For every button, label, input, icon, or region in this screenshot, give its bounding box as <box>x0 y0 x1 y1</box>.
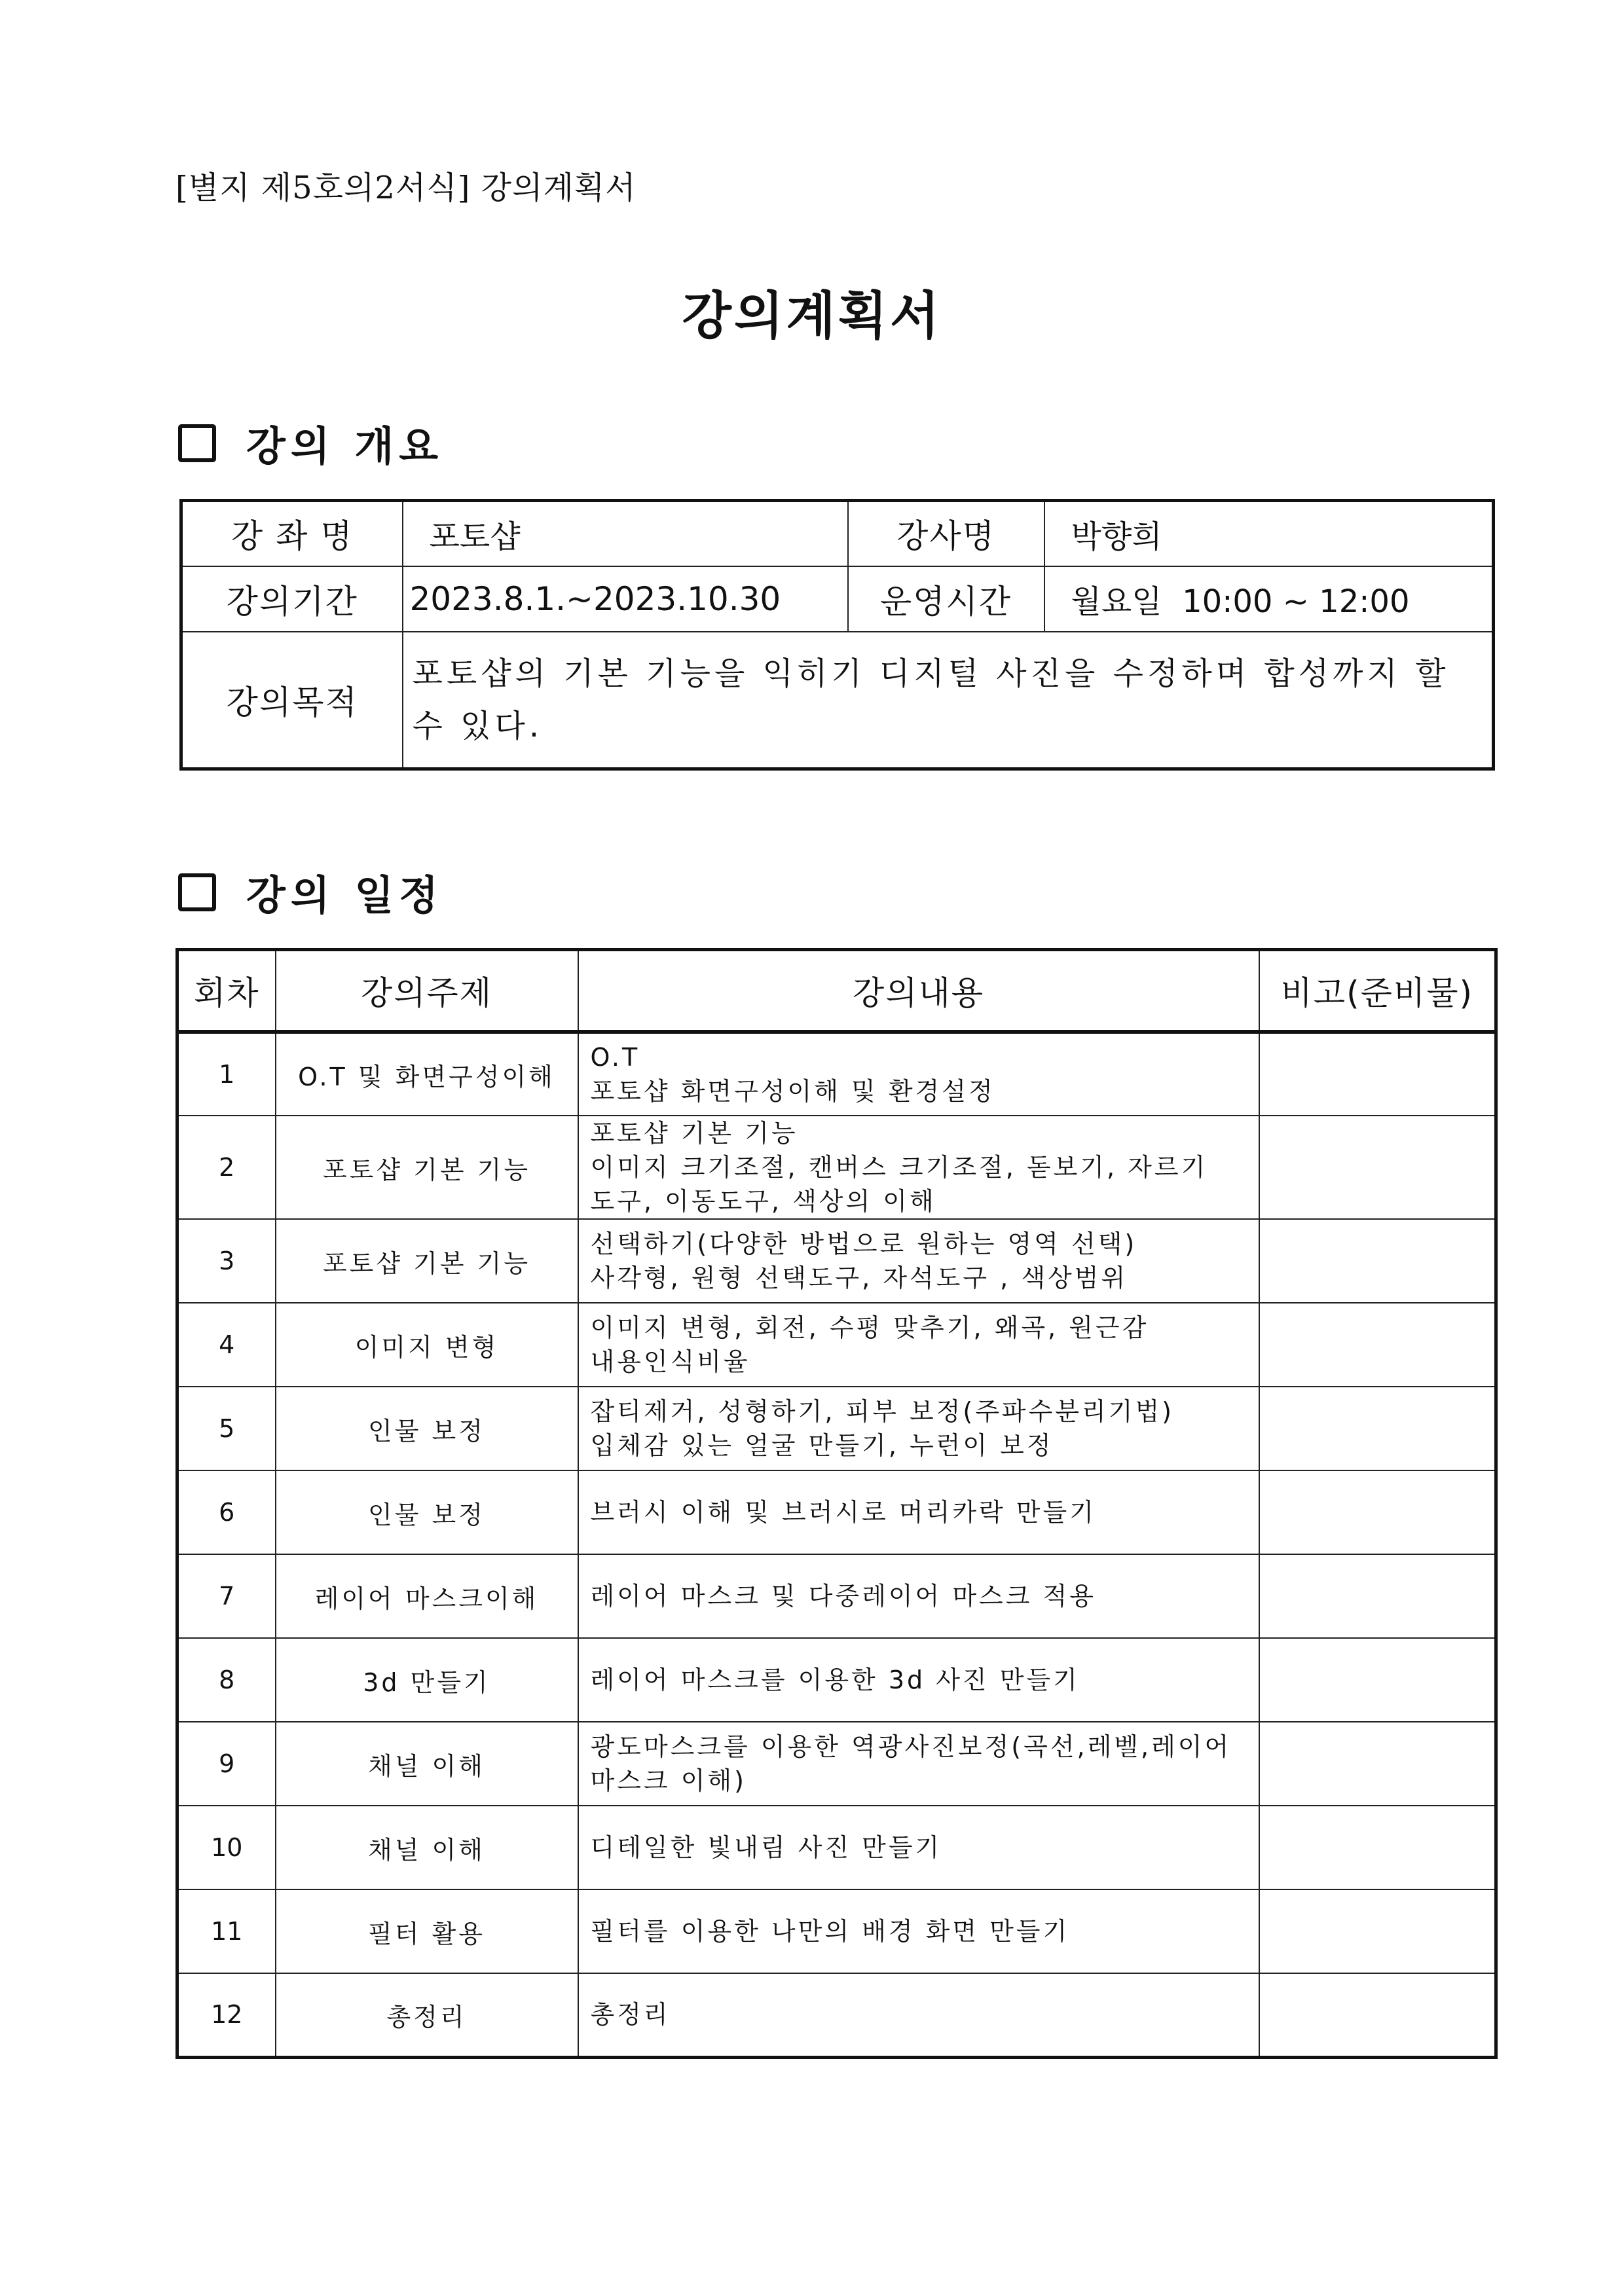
section-overview-heading <box>178 414 443 472</box>
content-line: 도구, 이동도구, 색상의 이해 <box>590 1187 936 1216</box>
content-line: 선택하기(다양한 방법으로 원하는 영역 선택) <box>590 1230 1137 1258</box>
session-note <box>1259 1806 1496 1889</box>
session-note <box>1259 1722 1496 1806</box>
session-topic: 채널 이해 <box>276 1722 578 1806</box>
content-line: 브러시 이해 및 브러시로 머리카락 만들기 <box>590 1498 1096 1527</box>
instructor-label: 강사명 <box>848 501 1044 566</box>
checkbox-square-icon <box>178 873 216 911</box>
session-content <box>578 1806 1259 1889</box>
session-number: 10 <box>177 1806 276 1889</box>
period-value: 2023.8.1.~2023.10.30 <box>403 566 848 632</box>
overview-table <box>179 499 1495 771</box>
table-row <box>177 1219 1496 1303</box>
header-topic: 강의주제 <box>276 950 578 1032</box>
session-content <box>578 1116 1259 1219</box>
session-number: 5 <box>177 1387 276 1470</box>
form-label: [별지 제5호의2서식] 강의계획서 <box>175 170 637 206</box>
session-topic: 인물 보정 <box>276 1387 578 1470</box>
document-title: 강의계획서 <box>682 286 942 346</box>
table-row <box>177 1806 1496 1889</box>
session-note <box>1259 1387 1496 1470</box>
purpose-value: 포토샵의 기본 기능을 익히기 디지털 사진을 수정하며 합성까지 할 수 있다. <box>403 632 1494 769</box>
session-topic: 3d 만들기 <box>276 1638 578 1722</box>
hours-value: 월요일 10:00 ~ 12:00 <box>1044 566 1494 632</box>
content-line: 잡티제거, 성형하기, 피부 보정(주파수분리기법) <box>590 1397 1174 1426</box>
session-note <box>1259 1116 1496 1219</box>
table-row <box>177 1722 1496 1806</box>
session-note <box>1259 1470 1496 1554</box>
session-note <box>1259 1973 1496 2057</box>
content-line: 레이어 마스크를 이용한 3d 사진 만들기 <box>590 1666 1080 1694</box>
table-row <box>177 1554 1496 1638</box>
session-topic: 필터 활용 <box>276 1889 578 1973</box>
session-content <box>578 1387 1259 1470</box>
session-content <box>578 1032 1259 1116</box>
session-number: 4 <box>177 1303 276 1387</box>
content-line: 사각형, 원형 선택도구, 자석도구 , 색상범위 <box>590 1264 1128 1292</box>
table-row <box>177 1116 1496 1219</box>
content-line: 디테일한 빛내림 사진 만들기 <box>590 1833 942 1862</box>
instructor-value: 박향희 <box>1044 501 1494 566</box>
session-content <box>578 1554 1259 1638</box>
session-note <box>1259 1303 1496 1387</box>
content-line: 이미지 크기조절, 캔버스 크기조절, 돋보기, 자르기 <box>590 1153 1208 1182</box>
content-line: 내용인식비율 <box>590 1347 750 1376</box>
table-row <box>177 1387 1496 1470</box>
session-number: 9 <box>177 1722 276 1806</box>
session-content <box>578 1889 1259 1973</box>
header-session: 회차 <box>177 950 276 1032</box>
session-note <box>1259 1889 1496 1973</box>
session-content <box>578 1219 1259 1303</box>
content-line: 마스크 이해) <box>590 1766 747 1795</box>
content-line: 포토샵 화면구성이해 및 환경설정 <box>590 1077 995 1106</box>
session-note <box>1259 1638 1496 1722</box>
session-topic: 채널 이해 <box>276 1806 578 1889</box>
session-topic: 레이어 마스크이해 <box>276 1554 578 1638</box>
session-number: 12 <box>177 1973 276 2057</box>
session-topic: 인물 보정 <box>276 1470 578 1554</box>
section-title: 강의 개요 <box>246 422 444 470</box>
content-line: 입체감 있는 얼굴 만들기, 누런이 보정 <box>590 1431 1054 1460</box>
schedule-table <box>175 948 1498 2059</box>
overview-row <box>181 632 1494 769</box>
session-note <box>1259 1219 1496 1303</box>
overview-row <box>181 566 1494 632</box>
content-line: 이미지 변형, 회전, 수평 맞추기, 왜곡, 원근감 <box>590 1313 1149 1342</box>
session-number: 6 <box>177 1470 276 1554</box>
section-title: 강의 일정 <box>246 871 444 919</box>
session-content <box>578 1638 1259 1722</box>
session-topic: 이미지 변형 <box>276 1303 578 1387</box>
session-content <box>578 1722 1259 1806</box>
section-schedule-heading <box>178 863 443 921</box>
course-name-label: 강 좌 명 <box>181 501 403 566</box>
session-number: 3 <box>177 1219 276 1303</box>
content-line: 포토샵 기본 기능 <box>590 1119 798 1148</box>
schedule-header-row <box>177 950 1496 1032</box>
table-row <box>177 1973 1496 2057</box>
content-line: 총정리 <box>590 2000 671 2030</box>
checkbox-square-icon <box>178 424 216 462</box>
table-row <box>177 1889 1496 1973</box>
course-name-value: 포토샵 <box>403 501 848 566</box>
content-line: 필터를 이용한 나만의 배경 화면 만들기 <box>590 1917 1070 1946</box>
session-number: 2 <box>177 1116 276 1219</box>
session-content <box>578 1470 1259 1554</box>
content-line: O.T <box>590 1043 640 1072</box>
session-note <box>1259 1032 1496 1116</box>
session-content <box>578 1303 1259 1387</box>
session-number: 7 <box>177 1554 276 1638</box>
session-note <box>1259 1554 1496 1638</box>
table-row <box>177 1638 1496 1722</box>
header-note: 비고(준비물) <box>1259 950 1496 1032</box>
session-topic: 총정리 <box>276 1973 578 2057</box>
overview-row <box>181 501 1494 566</box>
header-content: 강의내용 <box>578 950 1259 1032</box>
session-topic: 포토샵 기본 기능 <box>276 1219 578 1303</box>
session-number: 11 <box>177 1889 276 1973</box>
session-content <box>578 1973 1259 2057</box>
session-number: 1 <box>177 1032 276 1116</box>
table-row <box>177 1470 1496 1554</box>
period-label: 강의기간 <box>181 566 403 632</box>
session-topic: 포토샵 기본 기능 <box>276 1116 578 1219</box>
table-row <box>177 1303 1496 1387</box>
content-line: 레이어 마스크 및 다중레이어 마스크 적용 <box>590 1582 1096 1611</box>
session-topic: O.T 및 화면구성이해 <box>276 1032 578 1116</box>
hours-label: 운영시간 <box>848 566 1044 632</box>
content-line: 광도마스크를 이용한 역광사진보정(곡선,레벨,레이어 <box>590 1732 1232 1761</box>
session-number: 8 <box>177 1638 276 1722</box>
table-row <box>177 1032 1496 1116</box>
purpose-label: 강의목적 <box>181 632 403 769</box>
